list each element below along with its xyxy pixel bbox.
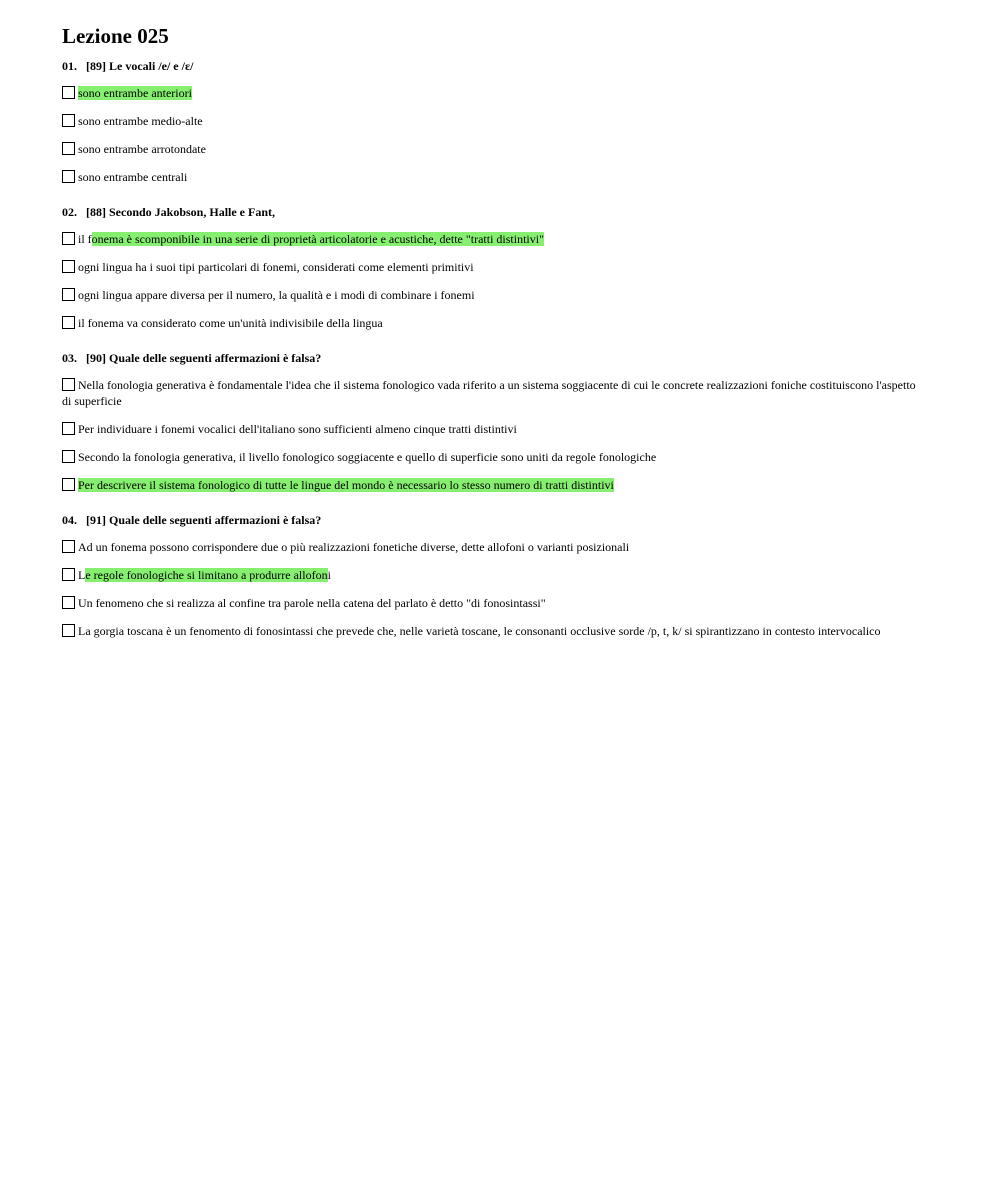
answer-option <box>62 169 922 185</box>
answer-option <box>62 623 922 639</box>
answer-option <box>62 315 922 331</box>
answer-option <box>62 85 922 101</box>
answer-text-highlight: sono entrambe anteriori <box>78 86 192 100</box>
answer-checkbox[interactable] <box>62 596 75 609</box>
question-heading <box>62 59 922 73</box>
answer-checkbox[interactable] <box>62 260 75 273</box>
answer-text-pre: Un fenomeno che si realizza al confine tra parole nella catena del parlato è detto "di fonosintassi" <box>78 596 546 610</box>
answer-text-pre: La gorgia toscana è un fenomento di fonosintassi che prevede che, nelle varietà toscane, le consonanti occlusive sorde /p, t, k/ si spirantizzano in contesto intervocalico <box>78 624 881 638</box>
answer-option <box>62 567 922 583</box>
answer-text-pre: Ad un fonema possono corrispondere due o più realizzazioni fonetiche diverse, dette allofoni o varianti posizionali <box>78 540 630 554</box>
answer-option <box>62 141 922 157</box>
question-text: [91] Quale delle seguenti affermazioni è falsa? <box>86 513 322 527</box>
answer-option <box>62 287 922 303</box>
question-number: 01. <box>62 59 77 73</box>
answer-checkbox[interactable] <box>62 624 75 637</box>
answer-option <box>62 421 922 437</box>
answer-checkbox[interactable] <box>62 170 75 183</box>
answer-text-pre: ogni lingua ha i suoi tipi particolari di fonemi, considerati come elementi primitivi <box>78 260 474 274</box>
answer-text-highlight: e regole fonologiche si limitano a produrre allofon <box>85 568 328 582</box>
question-3 <box>62 351 922 493</box>
answer-checkbox[interactable] <box>62 316 75 329</box>
question-4 <box>62 513 922 639</box>
answer-option <box>62 113 922 129</box>
question-heading <box>62 513 922 527</box>
answer-text-pre: Per individuare i fonemi vocalici dell'italiano sono sufficienti almeno cinque tratti distintivi <box>78 422 517 436</box>
answer-checkbox[interactable] <box>62 114 75 127</box>
answer-text-pre: il f <box>78 232 92 246</box>
answer-option <box>62 377 922 409</box>
answer-text-pre: sono entrambe medio-alte <box>78 114 203 128</box>
answer-text-pre: Secondo la fonologia generativa, il livello fonologico soggiacente e quello di superficie sono uniti da regole fonologiche <box>78 450 657 464</box>
question-text: [88] Secondo Jakobson, Halle e Fant, <box>86 205 276 219</box>
answer-option <box>62 231 922 247</box>
question-number: 04. <box>62 513 77 527</box>
question-text: [90] Quale delle seguenti affermazioni è falsa? <box>86 351 322 365</box>
answer-option <box>62 595 922 611</box>
answer-text-pre: sono entrambe centrali <box>78 170 188 184</box>
answer-checkbox[interactable] <box>62 450 75 463</box>
question-1 <box>62 59 922 185</box>
answer-checkbox[interactable] <box>62 478 75 491</box>
answer-checkbox[interactable] <box>62 568 75 581</box>
answer-checkbox[interactable] <box>62 378 75 391</box>
question-number: 03. <box>62 351 77 365</box>
document-page <box>62 24 922 659</box>
answer-text-pre: ogni lingua appare diversa per il numero, la qualità e i modi di combinare i fonemi <box>78 288 475 302</box>
question-number: 02. <box>62 205 77 219</box>
answer-text-pre: L <box>78 568 86 582</box>
answer-checkbox[interactable] <box>62 422 75 435</box>
question-heading <box>62 351 922 365</box>
answer-text-post: i <box>327 568 331 582</box>
answer-text-pre: Nella fonologia generativa è fondamentale l'idea che il sistema fonologico vada riferito a un sistema soggiacente di cui le concrete realizzazioni foniche costituiscono l'aspetto di superficie <box>62 378 916 408</box>
question-heading <box>62 205 922 219</box>
answer-option <box>62 259 922 275</box>
answer-checkbox[interactable] <box>62 86 75 99</box>
answer-checkbox[interactable] <box>62 540 75 553</box>
answer-checkbox[interactable] <box>62 142 75 155</box>
question-text: [89] Le vocali /e/ e /ɛ/ <box>86 59 194 73</box>
answer-option <box>62 477 922 493</box>
question-2 <box>62 205 922 331</box>
answer-text-highlight: Per descrivere il sistema fonologico di tutte le lingue del mondo è necessario lo stesso numero di tratti distintivi <box>78 478 614 492</box>
answer-text-highlight: onema è scomponibile in una serie di proprietà articolatorie e acustiche, dette "tratti distintivi" <box>91 232 544 246</box>
answer-option <box>62 539 922 555</box>
answer-option <box>62 449 922 465</box>
answer-text-pre: il fonema va considerato come un'unità indivisibile della lingua <box>78 316 383 330</box>
document-title: Lezione 025 <box>62 24 169 48</box>
answer-checkbox[interactable] <box>62 288 75 301</box>
answer-checkbox[interactable] <box>62 232 75 245</box>
answer-text-pre: sono entrambe arrotondate <box>78 142 206 156</box>
